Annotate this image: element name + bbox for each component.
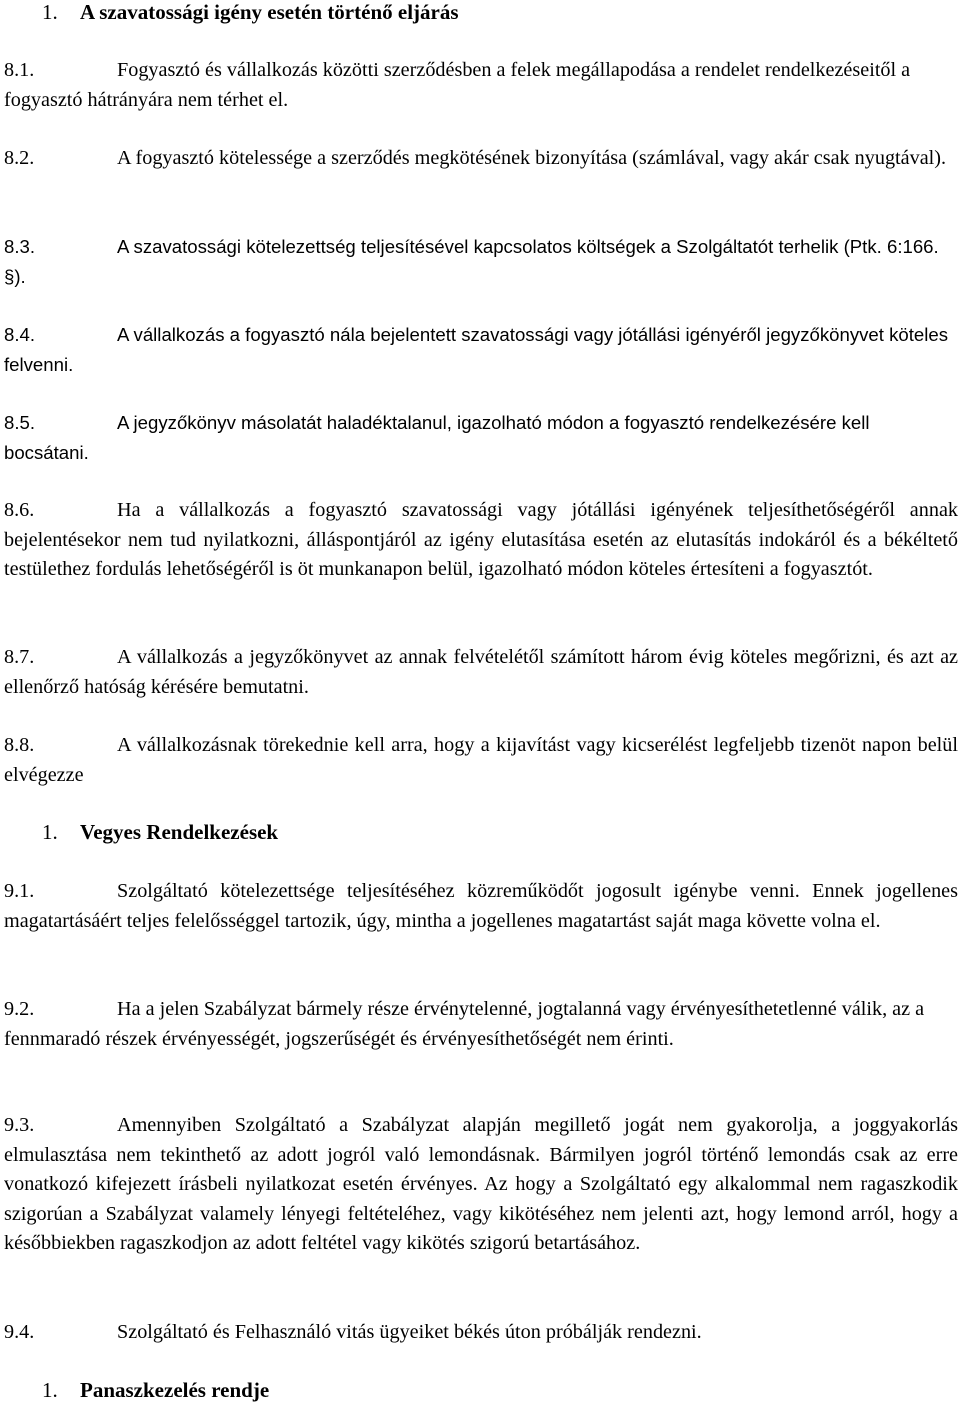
heading-number: 1. xyxy=(42,0,58,24)
paragraph-number: 8.4. xyxy=(4,324,36,345)
heading-number: 1. xyxy=(42,820,58,844)
paragraph-text: Szolgáltató kötelezettsége teljesítéséhez közreműködőt jogosult igénybe venni. Ennek jogellenes magatartásáért teljes felelősséggel tartozik, úgy, mintha a jogellenes magatartást saját maga követte volna el. xyxy=(4,880,958,932)
paragraph-8-6 xyxy=(4,496,958,585)
paragraph-8-8 xyxy=(4,731,958,790)
paragraph-text: A fogyasztó kötelessége a szerződés megkötésének bizonyítása (számlával, vagy akár csak nyugtával). xyxy=(117,147,947,169)
paragraph-text: Amennyiben Szolgáltató a Szabályzat alapján megillető jogát nem gyakorolja, a joggyakorlás elmulasztása nem tekinthető az adott jogról való lemondásnak. Bármilyen jogról történő lemondás csak az erre vonatkozó kifejezett írásbeli nyilatkozat esetén érvényes. Az hogy a Szolgáltató egy alkalommal nem ragaszkodik szigorúan a Szabályzat valamely lényegi feltételéhez, vagy kikötéséhez nem jelenti azt, hogy lemond arról, hogy a későbbiekben ragaszkodjon az adott feltétel vagy kikötés szigorú betartásához. xyxy=(4,1114,958,1255)
paragraph-8-3 xyxy=(4,232,958,291)
paragraph-9-3 xyxy=(4,1111,958,1259)
paragraph-number: 9.2. xyxy=(4,998,35,1020)
heading-warranty-procedure xyxy=(42,0,459,27)
heading-complaint-handling xyxy=(42,1376,269,1405)
paragraph-9-4 xyxy=(4,1318,958,1348)
paragraph-text: Szolgáltató és Felhasználó vitás ügyeiket békés úton próbálják rendezni. xyxy=(117,1321,702,1343)
paragraph-8-4 xyxy=(4,320,958,379)
paragraph-number: 8.8. xyxy=(4,734,35,756)
heading-number: 1. xyxy=(42,1378,58,1402)
paragraph-text: Ha a vállalkozás a fogyasztó szavatossági vagy jótállási igényének teljesíthetőségéről annak bejelentésekor nem tud nyilatkozni, álláspontjáról az igény elutasítása esetén az elutasítás indokáról és a békéltető testülethez fordulás lehetőségéről is öt munkanapon belül, igazolható módon köteles értesíteni a fogyasztót. xyxy=(4,499,958,581)
paragraph-8-7 xyxy=(4,643,958,702)
paragraph-number: 8.3. xyxy=(4,236,36,257)
paragraph-8-5 xyxy=(4,408,958,467)
paragraph-number: 9.1. xyxy=(4,880,35,902)
paragraph-number: 9.3. xyxy=(4,1114,35,1136)
heading-title: Vegyes Rendelkezések xyxy=(80,820,279,844)
paragraph-number: 8.1. xyxy=(4,59,35,81)
paragraph-text: A szavatossági kötelezettség teljesítésével kapcsolatos költségek a Szolgáltatót terhelik (Ptk. 6:166. §). xyxy=(4,236,939,287)
paragraph-number: 8.6. xyxy=(4,499,35,521)
paragraph-text: A vállalkozásnak törekednie kell arra, hogy a kijavítást vagy kicserélést legfeljebb tizenöt napon belül elvégezze xyxy=(4,734,958,786)
paragraph-number: 9.4. xyxy=(4,1321,35,1343)
heading-title: A szavatossági igény esetén történő eljárás xyxy=(80,0,459,24)
paragraph-number: 8.7. xyxy=(4,646,35,668)
paragraph-number: 8.2. xyxy=(4,147,35,169)
heading-title: Panaszkezelés rendje xyxy=(80,1378,270,1402)
paragraph-text: Ha a jelen Szabályzat bármely része érvénytelenné, jogtalanná vagy érvényesíthetetlenné válik, az a fennmaradó részek érvényességét, jogszerűségét és érvényesíthetőségét nem érinti. xyxy=(4,998,925,1050)
paragraph-8-1 xyxy=(4,56,958,115)
paragraph-text: Fogyasztó és vállalkozás közötti szerződésben a felek megállapodása a rendelet rendelkezéseitől a fogyasztó hátrányára nem térhet el. xyxy=(4,59,911,111)
paragraph-9-1 xyxy=(4,877,958,936)
heading-miscellaneous xyxy=(42,818,278,847)
paragraph-8-2 xyxy=(4,144,958,174)
paragraph-number: 8.5. xyxy=(4,412,36,433)
paragraph-text: A vállalkozás a jegyzőkönyvet az annak felvételétől számított három évig köteles megőrizni, és azt az ellenőrző hatóság kérésére bemutatni. xyxy=(4,646,958,698)
paragraph-text: A vállalkozás a fogyasztó nála bejelentett szavatossági vagy jótállási igényéről jegyzőkönyvet köteles felvenni. xyxy=(4,324,948,375)
paragraph-text: A jegyzőkönyv másolatát haladéktalanul, igazolható módon a fogyasztó rendelkezésére kell bocsátani. xyxy=(4,412,870,463)
paragraph-9-2 xyxy=(4,995,958,1054)
